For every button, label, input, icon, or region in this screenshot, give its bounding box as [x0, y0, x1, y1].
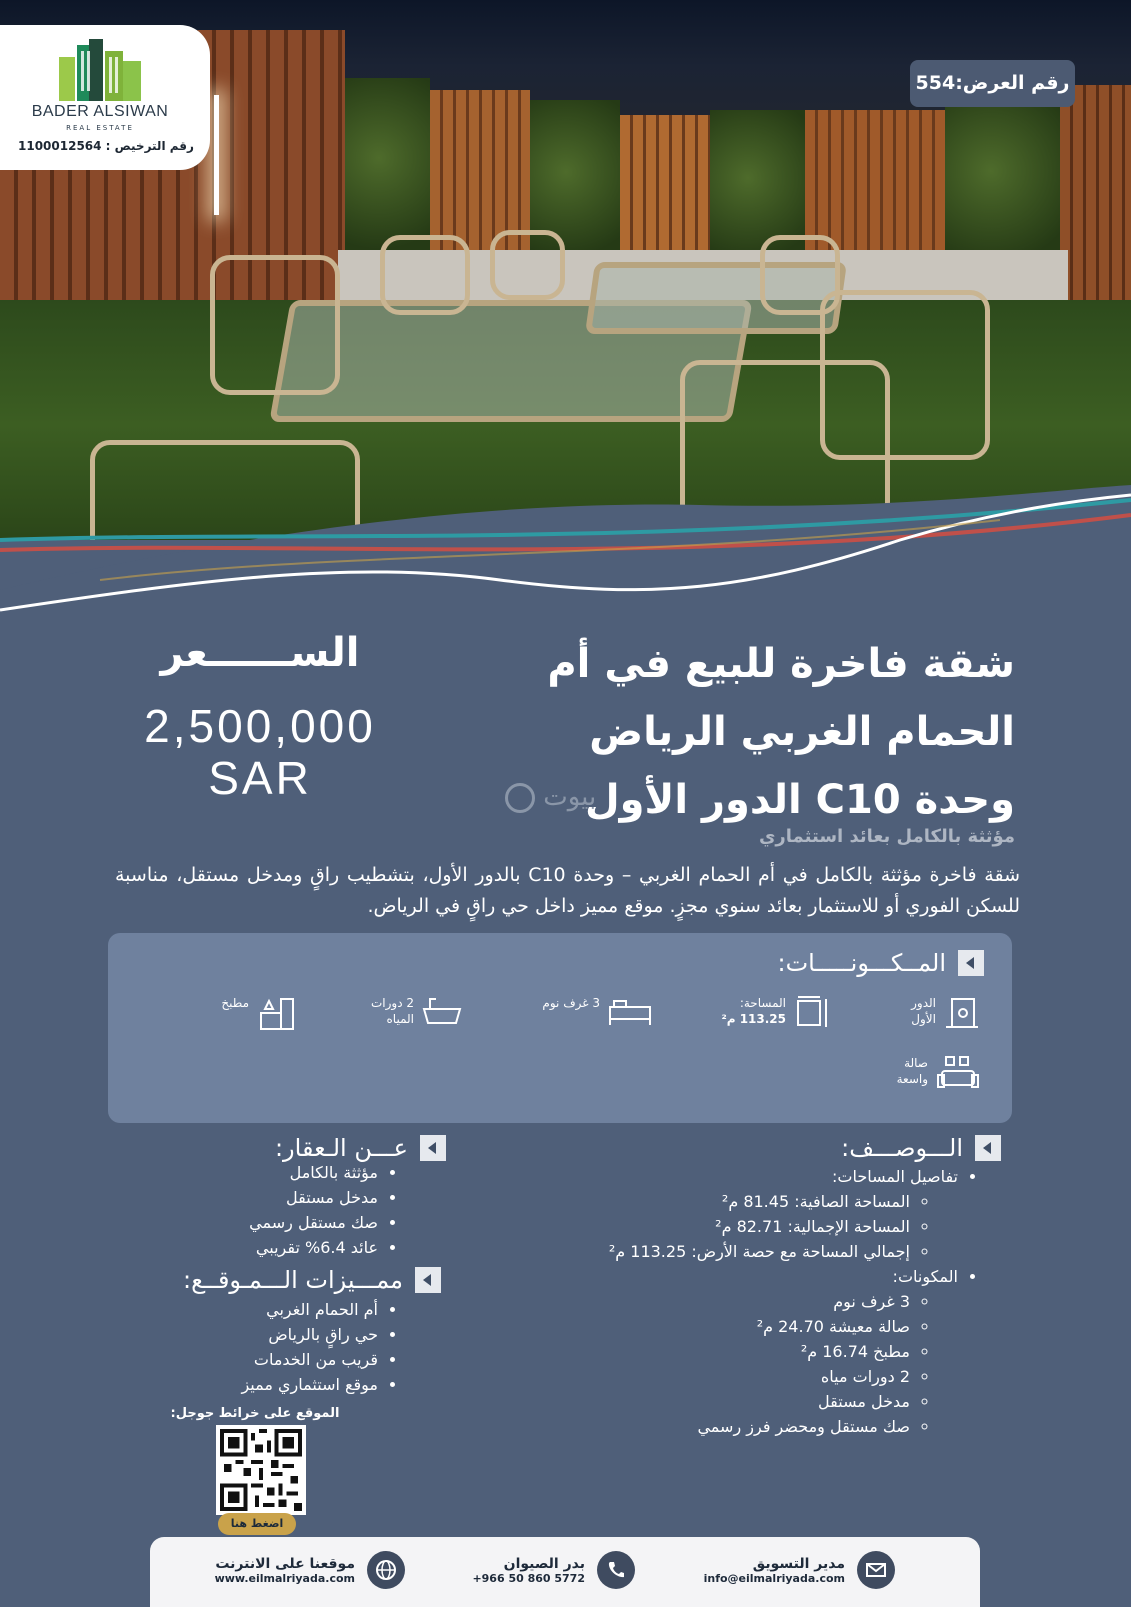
brand-subtitle: REAL ESTATE — [66, 124, 134, 132]
floor-icon — [944, 995, 980, 1031]
listing-subtitle: مؤثثة بالكامل بعائد استثماري — [758, 826, 1015, 847]
listing-description: شقة فاخرة مؤثثة بالكامل في أم الحمام الغربي – وحدة C10 بالدور الأول، بتشطيب راقٍ ومدخل مستقل، مناسبة للسكن الفوري أو للاستثمار بعائد سنوي مجزٍ. موقع مميز داخل حي راقٍ في الرياض. — [115, 864, 1020, 917]
chair — [380, 235, 470, 315]
list-item: • قريب من الخدمات — [120, 1347, 378, 1372]
watermark — [505, 782, 596, 813]
areas-title: تفاصيل المساحات: — [832, 1167, 958, 1186]
feature-line: الدور — [911, 996, 936, 1010]
feature-line: مطبخ — [221, 996, 249, 1010]
list-item: • عائد 6.4% تقريبي — [120, 1235, 378, 1260]
feature-bedrooms — [542, 995, 652, 1027]
description-heading — [841, 1134, 1001, 1162]
price-label: الســــــعر — [160, 630, 360, 676]
contact-footer — [150, 1537, 980, 1607]
qr-code-icon — [220, 1429, 302, 1511]
open-map-button[interactable]: اضغط هنا — [218, 1513, 296, 1535]
price-amount: 2,500,000 — [144, 700, 376, 752]
map-label: الموقع على خرائط جوجل: — [170, 1406, 340, 1421]
footer-email[interactable]: info@eilmalriyada.com — [703, 1571, 845, 1585]
list-item: ◦ مدخل مستقل — [560, 1389, 910, 1414]
description-heading-text: الـــوصـــف: — [841, 1134, 963, 1162]
watermark-text: بيوت — [543, 782, 597, 812]
feature-line: 2 دورات — [370, 996, 414, 1010]
feature-line: المساحة: — [739, 996, 786, 1010]
price-value — [110, 700, 410, 804]
qr-code[interactable] — [216, 1425, 306, 1515]
brand-logo-card — [0, 25, 210, 170]
area-icon — [794, 995, 830, 1031]
feature-line: 3 غرف نوم — [542, 996, 600, 1010]
offer-number-badge: رقم العرض:554 — [910, 60, 1075, 107]
chair — [820, 290, 990, 460]
globe-icon — [367, 1551, 405, 1589]
list-item: ◦ المساحة الصافية: 81.45 م² — [560, 1189, 910, 1214]
location-heading — [183, 1266, 441, 1294]
footer-web-title: موقعنا على الانترنت — [215, 1555, 355, 1572]
list-item: ◦ مطبخ 16.74 م² — [560, 1339, 910, 1364]
mail-icon — [857, 1551, 895, 1589]
section-arrow-icon — [415, 1267, 441, 1293]
buildings-logo-icon — [55, 37, 145, 101]
footer-website — [215, 1551, 405, 1589]
footer-agent-name: بدر الصيوان — [503, 1555, 585, 1572]
title-line: الحمام الغربي الرياض — [589, 709, 1015, 755]
chair — [490, 230, 565, 300]
feature-line: صالة — [904, 1056, 928, 1070]
light-strip — [214, 95, 219, 215]
list-item — [560, 1264, 958, 1439]
feature-bathrooms — [371, 995, 462, 1027]
feature-kitchen — [221, 995, 297, 1031]
components-heading — [778, 949, 985, 977]
phone-icon — [597, 1551, 635, 1589]
section-arrow-icon — [420, 1135, 446, 1161]
feature-living-room — [897, 1055, 980, 1095]
components-heading-text: المــكـــونـــــات: — [777, 949, 946, 977]
bath-icon — [422, 995, 462, 1027]
feature-floor — [911, 995, 980, 1031]
list-item: ◦ 3 غرف نوم — [560, 1289, 910, 1314]
list-item: • صك مستقل رسمي — [120, 1210, 378, 1235]
sofa-icon — [936, 1055, 980, 1095]
list-item: • موقع استثماري مميز — [120, 1372, 378, 1397]
components-title: المكونات: — [892, 1267, 958, 1286]
kitchen-icon — [257, 995, 297, 1031]
location-list — [120, 1297, 400, 1397]
list-item: ◦ 2 دورات مياه — [560, 1364, 910, 1389]
description-details — [560, 1164, 980, 1439]
footer-marketing-title: مدير التسويق — [752, 1555, 845, 1572]
decorative-waves — [0, 470, 1131, 630]
list-item: ◦ صك مستقل ومحضر فرز رسمي — [560, 1414, 910, 1439]
license-number: رقم الترخيص : 1100012564 — [18, 139, 194, 153]
about-list — [120, 1160, 400, 1260]
footer-marketing — [704, 1551, 895, 1589]
title-line: وحدة C10 الدور الأول — [584, 777, 1015, 823]
brand-name: BADER ALSIWAN — [31, 103, 169, 120]
price-currency: SAR — [208, 752, 312, 804]
list-item: • أم الحمام الغربي — [120, 1297, 378, 1322]
about-heading — [275, 1134, 446, 1162]
title-line: شقة فاخرة للبيع في أم — [547, 641, 1015, 687]
feature-line: المياه — [386, 1012, 414, 1026]
list-item: ◦ إجمالي المساحة مع حصة الأرض: 113.25 م² — [560, 1239, 910, 1264]
footer-agent — [472, 1551, 635, 1589]
section-arrow-icon — [958, 950, 984, 976]
list-item — [560, 1164, 958, 1264]
watermark-logo-icon — [505, 783, 535, 813]
feature-line: واسعة — [896, 1072, 928, 1086]
bed-icon — [608, 995, 652, 1027]
list-item: • مدخل مستقل — [120, 1185, 378, 1210]
list-item: • مؤثثة بالكامل — [120, 1160, 378, 1185]
chair — [210, 255, 340, 395]
section-arrow-icon — [975, 1135, 1001, 1161]
list-item: ◦ المساحة الإجمالية: 82.71 م² — [560, 1214, 910, 1239]
feature-line: الأول — [911, 1012, 936, 1026]
feature-area — [721, 995, 830, 1031]
footer-web-url[interactable]: www.eilmalriyada.com — [214, 1571, 355, 1585]
about-heading-text: عـــن الـعقار: — [274, 1134, 408, 1162]
list-item: • حي راقٍ بالرياض — [120, 1322, 378, 1347]
feature-line: 113.25 م² — [721, 1012, 786, 1026]
wood-slats — [620, 115, 710, 265]
components-panel — [108, 933, 1012, 1123]
location-heading-text: ممـــيزات الـــمـوقــع: — [183, 1266, 403, 1294]
list-item: ◦ صالة معيشة 24.70 م² — [560, 1314, 910, 1339]
footer-phone[interactable]: +966 50 860 5772 — [472, 1571, 585, 1585]
